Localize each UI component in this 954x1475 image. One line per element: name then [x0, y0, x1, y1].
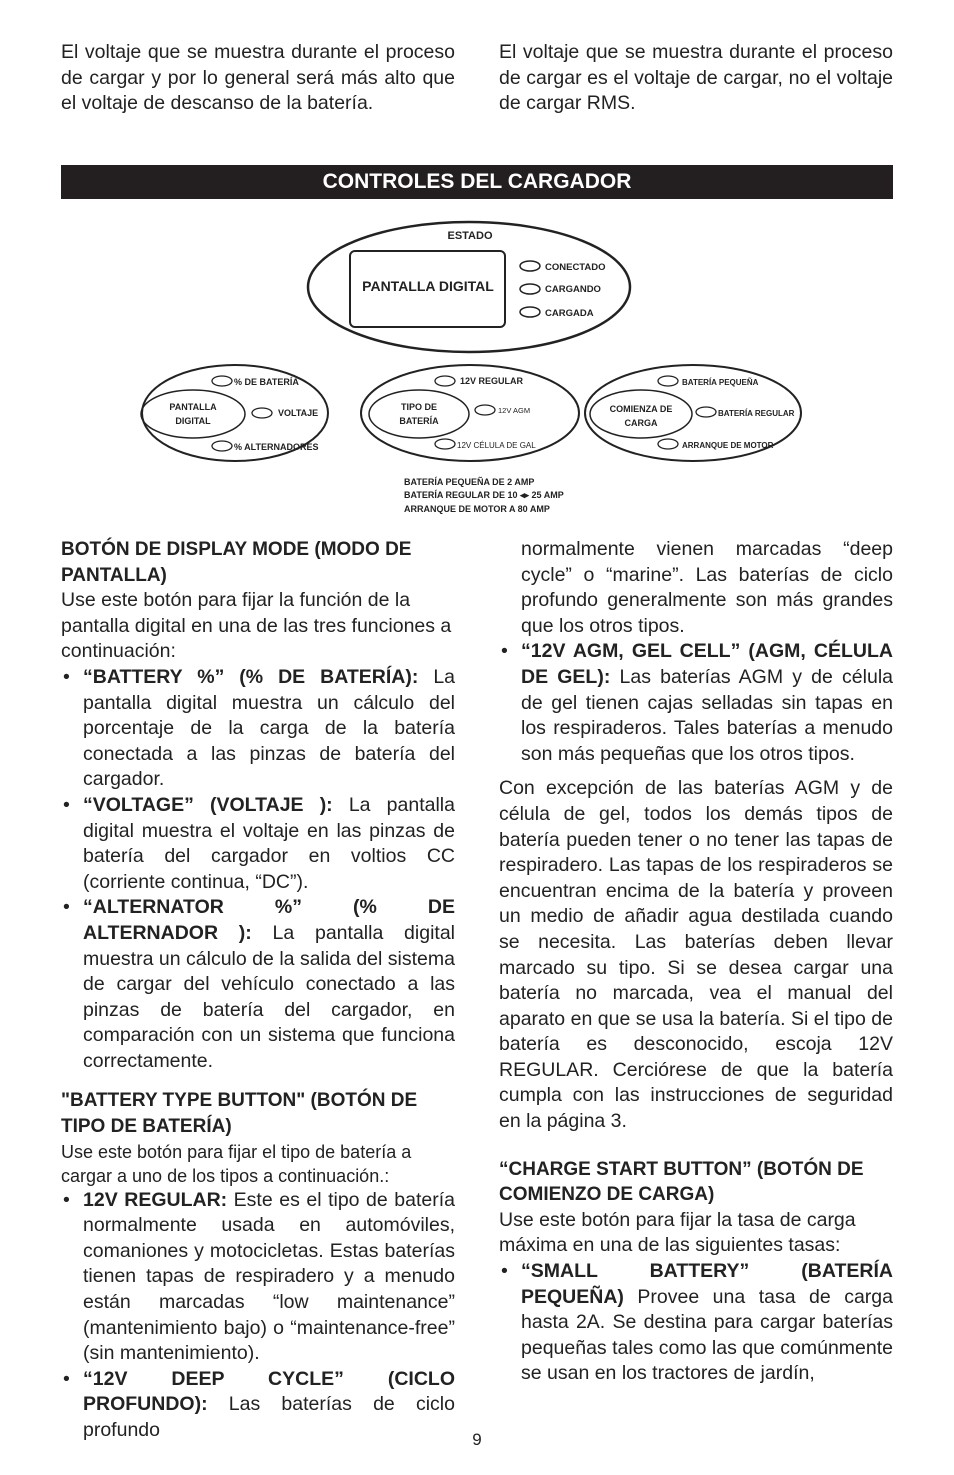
led-12v-regular-icon: [435, 376, 455, 386]
charge-start-heading: “CHARGE START BUTTON” (BOTÓN DE COMIENZO DE CARGA): [499, 1158, 864, 1206]
option-12v-gel: 12V CÉLULA DE GAL: [457, 441, 536, 450]
led-small-battery-icon: [658, 376, 678, 386]
list-item: • “12V AGM, GEL CELL” (AGM, CÉLULA DE GEL): Las baterías AGM y de célula de gel tienen cajas selladas sin tapas en los respiraderos. Tales baterías a menudo son más pequeñas que los otros tipos.: [501, 640, 893, 765]
list-item: • “BATTERY %” (% DE BATERÍA): La pantalla digital muestra un cálculo del porcentaje de la carga de la batería conectada a las pinzas de batería del cargador.: [63, 665, 456, 791]
rate-note-regular: BATERÍA REGULAR DE 10 ◂▸ 25 AMP: [404, 490, 564, 500]
led-label-charged: CARGADA: [545, 308, 594, 319]
led-label-connected: CONECTADO: [545, 262, 606, 273]
intro-right-paragraph: El voltaje que se muestra durante el proceso de cargar es el voltaje de cargar, no el voltaje de cargar RMS.: [499, 41, 893, 115]
list-item: • “SMALL BATTERY” (BATERÍA PEQUEÑA) Provee una tasa de carga hasta 2A. Se destina para cargar baterías pequeñas tales como las que comúnmente se usan en los tractores de jardín,: [501, 1260, 893, 1385]
item-text: Las baterías AGM y de célula de gel tienen cajas selladas sin tapas en los respiraderos. Tales baterías a menudo son más pequeñas que los otros tipos.: [521, 665, 893, 765]
item-text: Las baterías de ciclo profundo: [83, 1393, 455, 1441]
display-label: PANTALLA DIGITAL: [362, 278, 494, 294]
rate-note-engine: ARRANQUE DE MOTOR A 80 AMP: [404, 504, 550, 514]
item-term: “12V AGM, GEL CELL” (AGM, CÉLULA DE GEL):: [521, 640, 893, 688]
led-12v-gel-icon: [435, 439, 455, 449]
led-engine-start-icon: [658, 439, 678, 449]
item-term: 12V REGULAR:: [83, 1188, 228, 1211]
option-alternator: % ALTERNADORES: [234, 442, 319, 452]
item-text: Este es el tipo de batería normalmente usada en automóviles, comaniones y motocicletas. Estas baterías tienen tapas de respiradero y a menudo están marcadas “low maintenance” (mantenimiento bajo) o “maintenance-free” (sin mantenimiento).: [83, 1188, 455, 1365]
battery-type-heading: "BATTERY TYPE BUTTON" (BOTÓN DE TIPO DE BATERÍA): [61, 1090, 418, 1138]
left-column: [61, 537, 455, 1444]
led-12v-agm-icon: [475, 405, 495, 415]
display-mode-button: [141, 390, 245, 438]
intro-left-paragraph: El voltaje que se muestra durante el proceso de cargar y por lo general será más alto que el voltaje de descanso de la batería.: [61, 41, 455, 115]
display-mode-button-line2: DIGITAL: [175, 416, 211, 426]
item-text: Provee una tasa de carga hasta 2A. Se destina para cargar baterías pequeñas tales como las que comúnmente se usan en los tractores de jardín,: [521, 1285, 893, 1385]
led-connected-icon: [520, 261, 540, 271]
item-text: La pantalla digital muestra un cálculo del porcentaje de la carga de la batería conectada a las pinzas de batería del cargador.: [83, 665, 456, 791]
battery-type-list: [61, 1188, 455, 1444]
option-regular-battery: BATERÍA REGULAR: [718, 409, 795, 418]
charge-rate-list: [499, 1259, 893, 1387]
control-panel-diagram: [0, 215, 954, 520]
list-item: • 12V REGULAR: Este es el tipo de batería normalmente usada en automóviles, comaniones y motocicletas. Estas baterías tienen tapas de respiradero y a menudo están marcadas “low maintenance” (mantenimiento bajo) o “maintenance-free” (sin mantenimiento).: [63, 1188, 455, 1365]
page-number: 9: [472, 1430, 482, 1449]
right-column: [499, 537, 893, 1387]
vent-caps-paragraph: Con excepción de las baterías AGM y de célula de gel, todos los demás tipos de batería pueden tener o no tener las tapas de respiradero. Las tapas de los respiraderos se encuentran encima de la batería y proveen un medio de añadir agua destilada cuando se necesita. Las baterías deben llevar marcado su tipo. Si se desea cargar una batería no marcada, vea el manual del aparato en que se usa la batería. Si el tipo de batería es desconocido, escoja 12V REGULAR. Cerciórese de que la batería cumpla con las instrucciones de seguridad en la página 3.: [499, 777, 893, 1133]
charge-start-button-line2: CARGA: [624, 418, 658, 428]
option-battery-percent: % DE BATERÍA: [234, 377, 299, 387]
display-mode-heading: BOTÓN DE DISPLAY MODE (MODO DE PANTALLA): [61, 539, 412, 586]
list-item: • “VOLTAGE” (VOLTAJE ): La pantalla digital muestra el voltaje en las pinzas de batería del cargador en voltios CC (corriente continua, “DC”).: [63, 793, 455, 893]
option-engine-start: ARRANQUE DE MOTOR: [682, 441, 774, 450]
led-battery-percent-icon: [212, 376, 232, 386]
battery-type-button-line1: TIPO DE: [400, 402, 438, 412]
option-voltage: VOLTAJE: [278, 408, 319, 418]
led-alternator-icon: [212, 441, 232, 451]
item-term: “BATTERY %” (% DE BATERÍA):: [83, 665, 419, 688]
agm-list: [499, 639, 893, 767]
led-voltage-icon: [252, 408, 272, 418]
item-term: “VOLTAGE” (VOLTAJE ):: [83, 793, 333, 816]
item-term: “ALTERNATOR %” (% DE ALTERNADOR ):: [83, 896, 455, 944]
list-item: • “ALTERNATOR %” (% DE ALTERNADOR ): La pantalla digital muestra un cálculo de la salida del sistema de cargar del vehículo conectado a las pinzas de batería del cargador, en comparación con un sistema que funciona correctamente.: [63, 896, 456, 1072]
led-label-charging: CARGANDO: [545, 284, 601, 295]
option-small-battery: BATERÍA PEQUEÑA: [682, 378, 759, 387]
display-mode-list: [61, 665, 455, 1075]
status-label: ESTADO: [447, 230, 493, 242]
item-text: La pantalla digital muestra el voltaje en las pinzas de batería del cargador en voltios CC (corriente continua, “DC”).: [83, 793, 455, 893]
option-12v-agm: 12V AGM: [498, 406, 531, 415]
led-charged-icon: [520, 307, 540, 317]
charge-start-button: [590, 390, 692, 438]
option-12v-regular: 12V REGULAR: [460, 376, 524, 386]
item-text: La pantalla digital muestra un cálculo de la salida del sistema de cargar del vehículo conectado a las pinzas de batería del cargador, en comparación con un sistema que funciona correctamente.: [83, 921, 456, 1072]
led-charging-icon: [520, 284, 540, 294]
section-title-banner: [61, 165, 893, 199]
deep-cycle-continuation: normalmente vienen marcadas “deep cycle” o “marine”. Las baterías de ciclo profundo generalmente son más grandes que los otros tipos.: [521, 538, 893, 637]
battery-type-button: [369, 390, 469, 438]
charge-start-intro: Use este botón para fijar la tasa de carga máxima en una de las siguientes tasas:: [499, 1208, 856, 1257]
section-title: CONTROLES DEL CARGADOR: [322, 170, 632, 193]
display-mode-intro: Use este botón para fijar la función de la pantalla digital en una de las tres funciones a continuación:: [61, 589, 452, 663]
display-mode-button-line1: PANTALLA: [169, 402, 217, 412]
charge-start-button-line1: COMIENZA DE: [609, 404, 673, 414]
list-item: • “12V DEEP CYCLE” (CICLO PROFUNDO): Las baterías de ciclo profundo: [63, 1367, 455, 1441]
item-term: “SMALL BATTERY” (BATERÍA PEQUEÑA): [521, 1260, 893, 1308]
item-term: “12V DEEP CYCLE” (CICLO PROFUNDO):: [83, 1367, 455, 1416]
battery-type-intro: Use este botón para fijar el tipo de batería a cargar a uno de los tipos a continuación.:: [61, 1141, 412, 1186]
battery-type-button-line2: BATERÍA: [399, 416, 439, 426]
led-regular-battery-icon: [696, 407, 716, 417]
rate-note-small: BATERÍA PEQUEÑA DE 2 AMP: [404, 477, 535, 487]
